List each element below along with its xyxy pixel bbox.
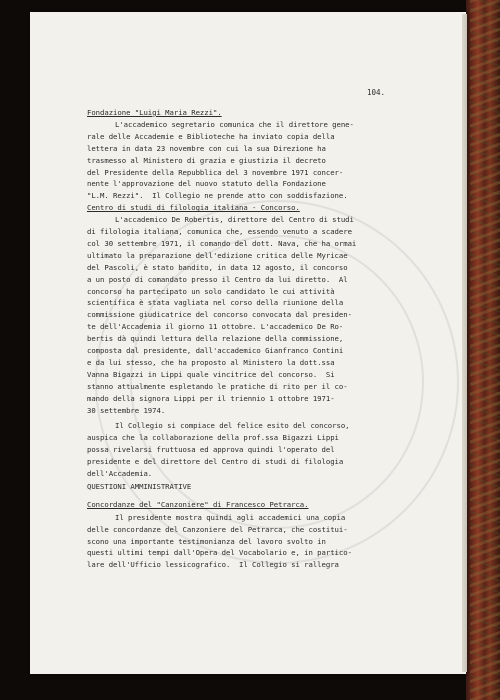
- section-heading-centro-studi: Centro di studi di filologia italiana - Concorso.: [87, 203, 300, 213]
- paragraph-line: "L.M. Rezzi". Il Collegio ne prende atto con soddisfazione.: [87, 191, 348, 201]
- paragraph-line: 30 settembre 1974.: [87, 405, 166, 415]
- paragraph-line: auspica che la collaborazione della prof.ssa Bigazzi Lippi: [87, 433, 339, 443]
- paragraph-line: trasmesso al Ministero di grazia e giustizia il decreto: [87, 155, 326, 165]
- paragraph-line: presidente e del direttore del Centro di studi di filologia: [87, 457, 344, 467]
- paragraph-line: e da lui stesso, che ha proposto al Ministero la dott.ssa: [87, 357, 335, 367]
- paragraph-line: bertis dà quindi lettura della relazione della commissione,: [87, 334, 344, 344]
- paragraph-line: L'accademico De Robertis, direttore del Centro di studi: [115, 215, 354, 225]
- paragraph-line: ultimato la preparazione dell'edizione critica delle Myricae: [87, 250, 348, 260]
- marbled-endpaper: [470, 0, 500, 700]
- paragraph-line: Il Collegio si compiace del felice esito del concorso,: [115, 421, 350, 431]
- paragraph-line: dell'Accademia.: [87, 469, 153, 478]
- section-heading-concordanze: Concordanze del "Canzoniere" di Francesco Petrarca.: [87, 499, 309, 509]
- paragraph-line: Vanna Bigazzi in Lippi quale vincitrice del concorso. Si: [87, 369, 335, 379]
- paragraph-line: mando della signora Lippi per il triennio 1 ottobre 1971-: [87, 393, 335, 403]
- paragraph-line: scono una importante testimonianza del lavoro svolto in: [87, 536, 326, 546]
- paragraph-line: di filologia italiana, comunica che, essendo venuto a scadere: [87, 227, 352, 236]
- paragraph-line: del Pascoli, è stato bandito, in data 12 agosto, il concorso: [87, 262, 348, 272]
- paragraph-line: scientifica è stata vagliata nel corso della riunione della: [87, 298, 344, 308]
- paragraph-line: del Presidente della Repubblica del 3 novembre 1971 concer-: [87, 167, 344, 177]
- paragraph-line: a un posto di comandato presso il Centro da lui diretto. Al: [87, 274, 348, 284]
- section-heading-questioni-amministrative: QUESTIONI AMMINISTRATIVE: [87, 481, 192, 491]
- paragraph-line: composta dal presidente, dall'accademico Gianfranco Contini: [87, 346, 344, 355]
- paragraph-line: lettera in data 23 novembre con cui la sua Direzione ha: [87, 143, 326, 153]
- paragraph-line: delle concordanze del Canzoniere del Petrarca, che costitui-: [87, 524, 348, 534]
- page-edge: [462, 14, 467, 672]
- page-number: 104.: [367, 88, 386, 97]
- paragraph-line: commissione giudicatrice del concorso convocata dal presiden-: [87, 310, 352, 320]
- paragraph-line: questi ultimi tempi dall'Opera del Vocabolario e, in partico-: [87, 548, 352, 558]
- paragraph-line: lare dell'Ufficio lessicografico. Il Collegio si rallegra: [87, 560, 339, 570]
- paragraph-line: possa rivelarsi fruttuosa ed approva quindi l'operato del: [87, 445, 335, 455]
- paragraph-line: concorso ha partecipato un solo candidato le cui attività: [87, 286, 335, 296]
- paragraph-line: rale delle Accademie e Biblioteche ha inviato copia della: [87, 131, 335, 141]
- paragraph-line: te dell'Accademia il giorno 11 ottobre. L'accademico De Ro-: [87, 322, 344, 332]
- section-heading-fondazione: Fondazione "Luigi Maria Rezzi".: [87, 108, 222, 117]
- paragraph-line: L'accademico segretario comunica che il direttore gene-: [115, 119, 354, 129]
- paragraph-line: col 30 settembre 1971, il comando del dott. Nava, che ha ormai: [87, 238, 357, 248]
- paragraph-line: Il presidente mostra quindi agli accademici una copia: [115, 512, 346, 522]
- paragraph-line: stanno attualmente espletando le pratiche di rito per il co-: [87, 381, 348, 391]
- paragraph-line: nente l'approvazione del nuovo statuto della Fondazione: [87, 179, 326, 189]
